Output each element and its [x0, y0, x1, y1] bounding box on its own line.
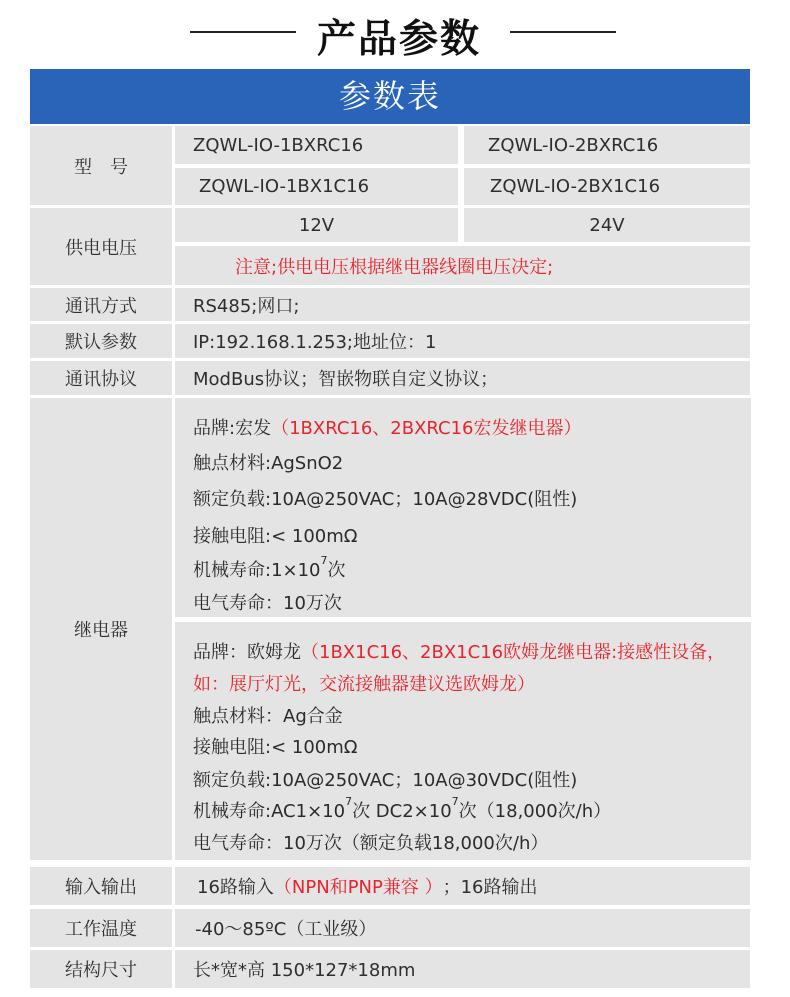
model-value-1: ZQWL-IO-1BXRC16: [175, 126, 458, 164]
comm-mode-value: RS485;网口;: [175, 288, 750, 321]
temperature-value: -40～85ºC（工业级）: [175, 909, 750, 947]
omron-brand: [193, 638, 725, 664]
hongfa-mech-life: [193, 556, 346, 582]
model-value-4: ZQWL-IO-2BX1C16: [464, 168, 750, 205]
hongfa-load: 额定负载:10A@250VAC；10A@28VDC(阻性): [193, 489, 578, 510]
power-12v: 12V: [175, 208, 458, 242]
page-title: 产品参数: [316, 17, 481, 62]
header-right-rule: [510, 31, 616, 33]
power-note: 注意;供电电压根据继电器线圈电压决定;: [175, 246, 750, 285]
temperature-label: 工作温度: [30, 909, 172, 947]
omron-elec-life: 电气寿命：10万次（额定负载18,000次/h）: [193, 833, 549, 854]
default-params-value: IP:192.168.1.253;地址位：1: [175, 324, 750, 358]
dimensions-value: 长*宽*高 150*127*18mm: [175, 950, 750, 988]
io-prefix: 16路输入: [197, 877, 274, 898]
io-label: 输入输出: [30, 867, 172, 905]
protocol-label: 通讯协议: [30, 361, 172, 395]
model-value-2: ZQWL-IO-2BXRC16: [464, 126, 750, 164]
omron-brand-note-1: （1BX1C16、2BX1C16欧姆龙继电器:接感性设备，: [301, 642, 726, 663]
hongfa-mech-suffix: 次: [327, 560, 346, 581]
omron-brand-text: 品牌：欧姆龙: [193, 642, 301, 663]
omron-mech-life: [193, 797, 611, 823]
model-label: 型 号: [30, 126, 172, 205]
hongfa-resistance: 接触电阻:< 100mΩ: [193, 526, 358, 547]
header-left-rule: [190, 31, 296, 33]
omron-mech-p3: 次（18,000次/h）: [458, 801, 612, 822]
omron-mech-exp1: 7: [345, 795, 353, 808]
power-label: 供电电压: [30, 208, 172, 285]
page-header: [0, 0, 790, 66]
hongfa-mech-exp: 7: [320, 554, 328, 567]
io-suffix: ；16路输出: [442, 877, 538, 898]
protocol-value: ModBus协议；智嵌物联自定义协议；: [175, 361, 750, 395]
dimensions-label: 结构尺寸: [30, 950, 172, 988]
model-value-3: ZQWL-IO-1BX1C16: [175, 168, 458, 205]
omron-mech-exp2: 7: [451, 795, 459, 808]
omron-load: 额定负载:10A@250VAC；10A@30VDC(阻性): [193, 770, 578, 791]
hongfa-brand-note: （1BXRC16、2BXRC16宏发继电器）: [271, 418, 582, 439]
power-24v: 24V: [464, 208, 750, 242]
relay-label: 继电器: [30, 398, 172, 860]
io-note: （NPN和PNP兼容 ）: [273, 877, 443, 898]
hongfa-mech-text: 机械寿命:1×10: [193, 560, 321, 581]
relay-hongfa-block: [175, 398, 751, 617]
hongfa-material: 触点材料:AgSnO2: [193, 453, 344, 474]
omron-brand-note-2: 如：展厅灯光，交流接触器建议选欧姆龙）: [193, 674, 535, 695]
hongfa-brand: [193, 414, 582, 440]
omron-material: 触点材料：Ag合金: [193, 706, 343, 727]
omron-resistance: 接触电阻:< 100mΩ: [193, 737, 358, 758]
relay-omron-block: [175, 622, 751, 860]
omron-mech-p1: 机械寿命:AC1×10: [193, 801, 346, 822]
default-params-label: 默认参数: [30, 324, 172, 358]
hongfa-brand-text: 品牌:宏发: [193, 418, 272, 439]
io-value: [175, 867, 750, 905]
omron-mech-p2: 次 DC2×10: [352, 801, 452, 822]
hongfa-elec-life: 电气寿命：10万次: [193, 593, 342, 614]
comm-mode-label: 通讯方式: [30, 288, 172, 321]
table-title-banner: 参数表: [30, 69, 750, 124]
